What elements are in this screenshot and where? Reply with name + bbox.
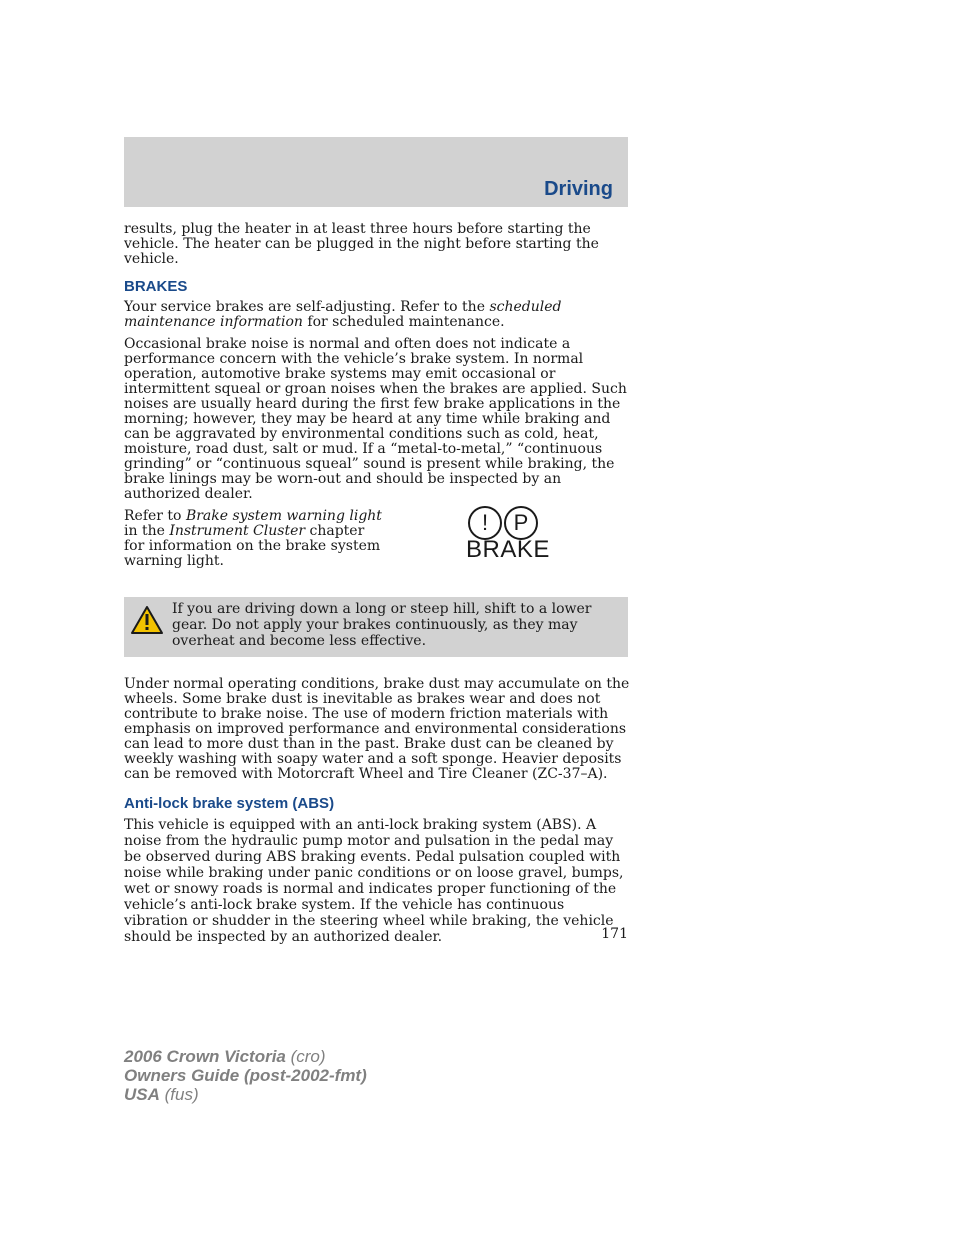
refer-prefix: Refer to: [124, 508, 186, 524]
brakes-paragraph-3: Under normal operating conditions, brake dust may accumulate on the wheels. Some brake dust is inevitable as brakes wear and does not contribute to brake noise. The use of modern friction materials with emphasis on improved performance and environmental considerations can lead to more dust than in the past. Brake dust can be cleaned by weekly washing with soapy water and a soft sponge. Heavier deposits can be removed with Motorcraft Wheel and Tire Cleaner (ZC-37–A).: [124, 676, 630, 782]
footer-guide: Owners Guide (post-2002-fmt): [124, 1066, 367, 1085]
warning-text: If you are driving down a long or steep hill, shift to a lower gear. Do not apply your brakes continuously, as they may overheat and become less effective.: [172, 601, 592, 649]
instrument-cluster-reference: Instrument Cluster: [169, 523, 306, 539]
footer-line-2: [124, 1066, 367, 1085]
intro-paragraph: results, plug the heater in at least three hours before starting the vehicle. The heater can be plugged in the night before starting the vehicle.: [124, 221, 599, 267]
parking-circle-icon: P: [504, 506, 538, 540]
brakes-p1-after: for scheduled maintenance.: [302, 314, 505, 330]
footer-model: 2006 Crown Victoria: [124, 1047, 286, 1066]
brake-word: BRAKE: [466, 536, 550, 563]
brakes-paragraph-1: [124, 300, 630, 330]
document-footer: [124, 1047, 367, 1104]
footer-line-1: [124, 1047, 367, 1066]
abs-paragraph: This vehicle is equipped with an anti-lock braking system (ABS). A noise from the hydraulic pump motor and pulsation in the pedal may be observed during ABS braking events. Pedal pulsation coupled with noise while braking under panic conditions or on loose gravel, bumps, wet or snowy roads is normal and indicates proper functioning of the vehicle’s anti-lock brake system. If the vehicle has continuous vibration or shudder in the steering wheel while braking, the vehicle should be inspected by an authorized dealer.: [124, 817, 624, 945]
brake-warning-light-row: [124, 509, 630, 583]
warning-box: [124, 597, 628, 657]
header-band: [124, 137, 628, 207]
exclamation-circle-icon: !: [468, 506, 502, 540]
scheduled-maintenance-reference: scheduled maintenance information: [124, 299, 562, 330]
brake-warning-reference: [124, 509, 384, 569]
footer-market-code: (fus): [159, 1085, 199, 1104]
abs-heading: Anti-lock brake system (ABS): [124, 795, 335, 812]
refer-mid: in the: [124, 523, 170, 539]
brakes-p1-before: Your service brakes are self-adjusting. Refer to the: [124, 299, 490, 315]
brake-warning-icon: [464, 506, 556, 568]
brakes-heading: BRAKES: [124, 278, 188, 295]
footer-line-3: [124, 1085, 367, 1104]
section-title: Driving: [544, 178, 613, 200]
brakes-paragraph-2: Occasional brake noise is normal and often does not indicate a performance concern with the vehicle’s brake system. In normal operation, automotive brake systems may emit occasional or intermittent squeal or groan noises when the brakes are applied. Such noises are usually heard during the first few brake applications in the morning; however, they may be heard at any time while braking and can be aggravated by environmental conditions such as cold, heat, moisture, road dust, salt or mud. If a “metal-to-metal,” “continuous grinding” or “continuous squeal” sound is present while braking, the brake linings may be worn-out and should be inspected by an authorized dealer.: [124, 336, 627, 502]
page-number: 171: [601, 926, 628, 942]
refer-suffix: chapter for information on the brake system warning light.: [124, 523, 381, 569]
footer-market: USA: [124, 1085, 160, 1104]
warning-triangle-icon: [130, 605, 164, 635]
footer-model-code: (cro): [285, 1047, 326, 1066]
page-content: [124, 222, 630, 952]
brake-system-warning-light-reference: Brake system warning light: [185, 508, 382, 524]
